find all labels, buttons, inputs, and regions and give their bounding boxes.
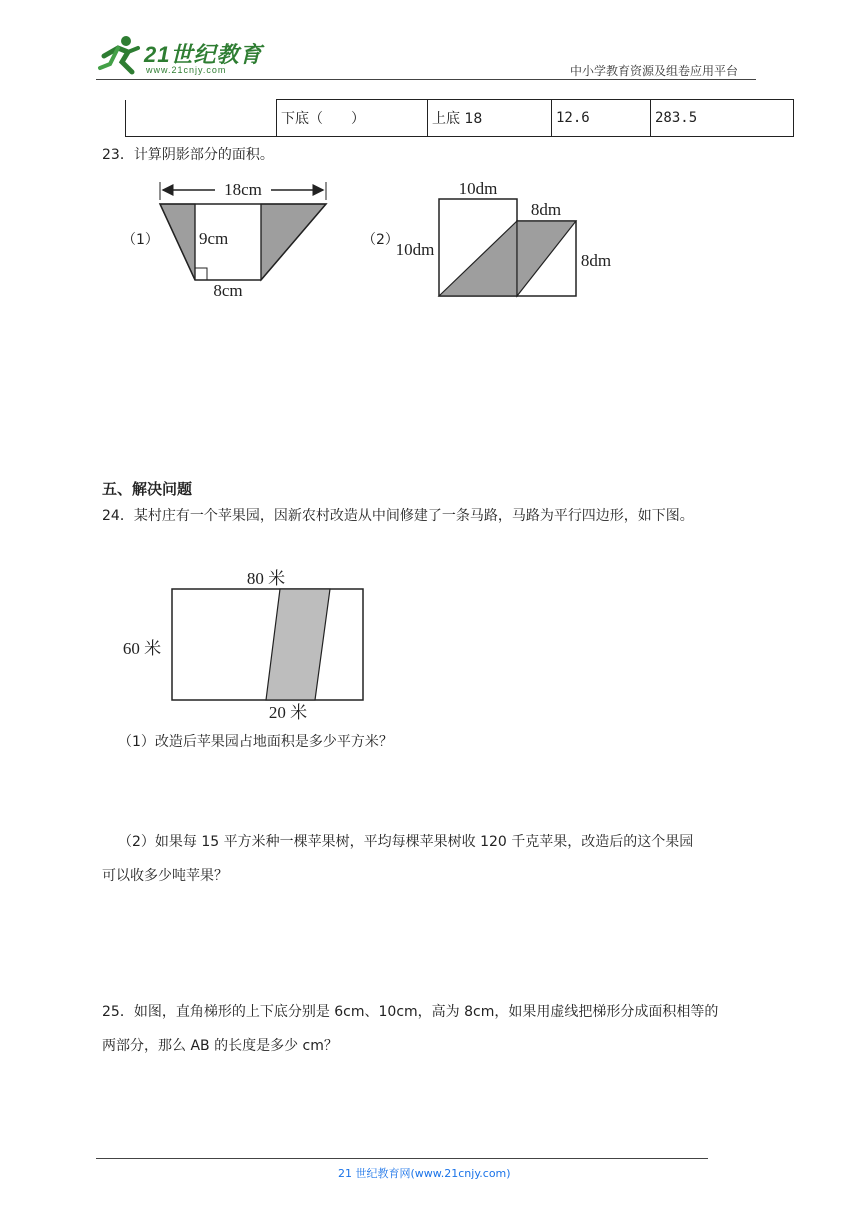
header-logo <box>96 34 266 78</box>
q25-line1: 25．如图，直角梯形的上下底分别是 6cm、10cm，高为 8cm，如果用虚线把梯形分成面积相等的 <box>102 1004 719 1020</box>
q23-fig1-trapezoid <box>155 178 335 298</box>
q24-sub1: （1）改造后苹果园占地面积是多少平方米？ <box>118 734 393 750</box>
fig2-small-top-label: 8dm <box>530 200 562 219</box>
q23-title: 23．计算阴影部分的面积。 <box>102 147 274 163</box>
q23-fig2-index: （2） <box>362 232 399 248</box>
table-row <box>126 100 794 137</box>
table-cell <box>126 100 277 137</box>
fig2-top-label: 10dm <box>458 179 498 198</box>
q24-bottom-label: 20 米 <box>268 703 308 722</box>
fig1-bottom-label: 8cm <box>213 281 243 298</box>
q23-fig1-index: （1） <box>122 232 159 248</box>
header-platform-text: 中小学教育资源及组卷应用平台 <box>570 64 739 78</box>
fig2-small-right-label: 8dm <box>580 251 612 270</box>
logo-url: www.21cnjy.com <box>146 65 227 75</box>
q24-top-label: 80 米 <box>246 569 286 588</box>
fig1-height-label: 9cm <box>199 229 229 248</box>
footer-link[interactable]: 21 世纪教育网(www.21cnjy.com) <box>338 1167 511 1180</box>
q24-text: 24．某村庄有一个苹果园，因新农村改造从中间修建了一条马路，马路为平行四边形，如下图。 <box>102 508 694 524</box>
logo-text: 21世纪教育 <box>144 42 263 67</box>
table-cell: 12.6 <box>552 100 651 137</box>
header-rule <box>96 79 756 80</box>
q24-sub2-line1: （2）如果每 15 平方米种一棵苹果树，平均每棵苹果树收 120 千克苹果，改造后的这个果园 <box>118 834 694 850</box>
table-cell: 下底（ ） <box>277 100 428 137</box>
fig1-top-label: 18cm <box>224 180 262 199</box>
section-title: 五、解决问题 <box>102 480 193 498</box>
q24-sub2-line2: 可以收多少吨苹果？ <box>102 868 228 884</box>
runner-logo-icon <box>96 34 142 76</box>
table-cell: 283.5 <box>651 100 794 137</box>
q24-orchard-figure <box>118 564 378 724</box>
q24-left-label: 60 米 <box>122 639 162 658</box>
fig2-left-label: 10dm <box>395 240 435 259</box>
data-table <box>125 99 794 137</box>
q25-line2: 两部分，那么 AB 的长度是多少 cm？ <box>102 1038 338 1054</box>
footer-rule <box>96 1158 708 1159</box>
table-cell: 上底 18 <box>428 100 552 137</box>
q23-fig2-squares <box>393 177 623 302</box>
